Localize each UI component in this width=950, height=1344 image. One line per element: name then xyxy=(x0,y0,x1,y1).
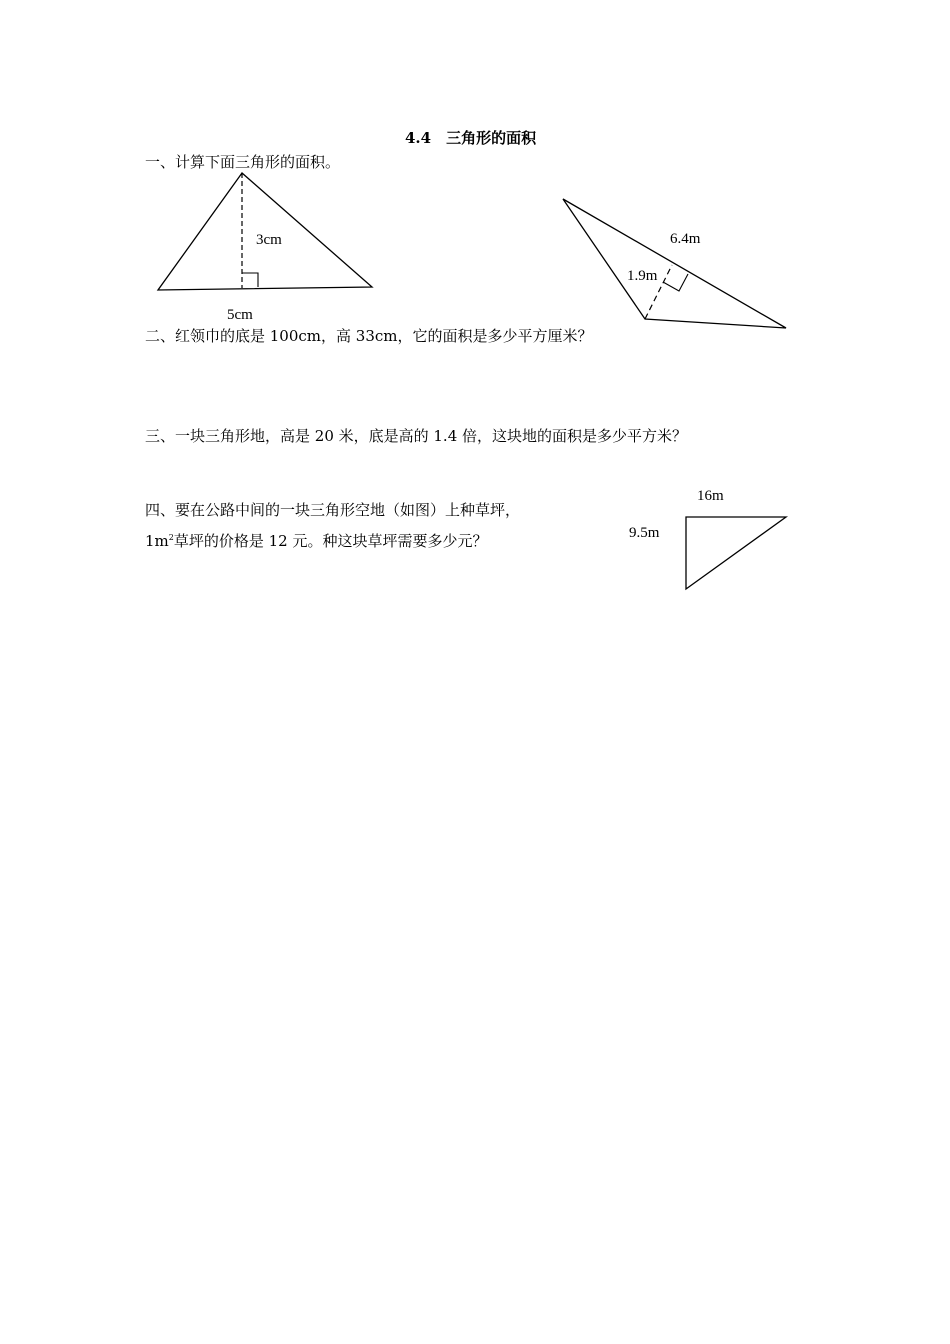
triangle-1-base-label: 5cm xyxy=(227,307,253,323)
question-1: 一、计算下面三角形的面积。 xyxy=(145,153,341,171)
triangle-1-right-angle-mark xyxy=(242,273,258,287)
page-title: 4.4 三角形的面积 xyxy=(405,129,537,147)
triangle-2-base-label: 6.4m xyxy=(670,231,701,247)
triangle-3-side-label: 9.5m xyxy=(629,525,660,541)
triangle-2-height-label: 1.9m xyxy=(627,268,658,284)
triangle-3-outline xyxy=(686,517,786,589)
unit-square-exponent: 2 xyxy=(168,533,174,542)
question-4-line-2-text: 草坪的价格是 12 元。种这块草坪需要多少元？ xyxy=(173,532,488,550)
question-2: 二、红领巾的底是 100cm，高 33cm，它的面积是多少平方厘米？ xyxy=(145,327,593,345)
triangle-3-top-label: 16m xyxy=(697,488,724,504)
question-4-line-1: 四、要在公路中间的一块三角形空地（如图）上种草坪， xyxy=(145,501,521,519)
unit-square-meter-base: 1m xyxy=(145,532,169,550)
triangle-2-right-angle-mark xyxy=(663,274,688,291)
question-4-line-2 xyxy=(145,532,488,553)
triangle-2-outline xyxy=(563,199,786,328)
triangle-1-height-label: 3cm xyxy=(256,232,282,248)
question-3: 三、一块三角形地，高是 20 米，底是高的 1.4 倍，这块地的面积是多少平方米？ xyxy=(145,427,688,445)
